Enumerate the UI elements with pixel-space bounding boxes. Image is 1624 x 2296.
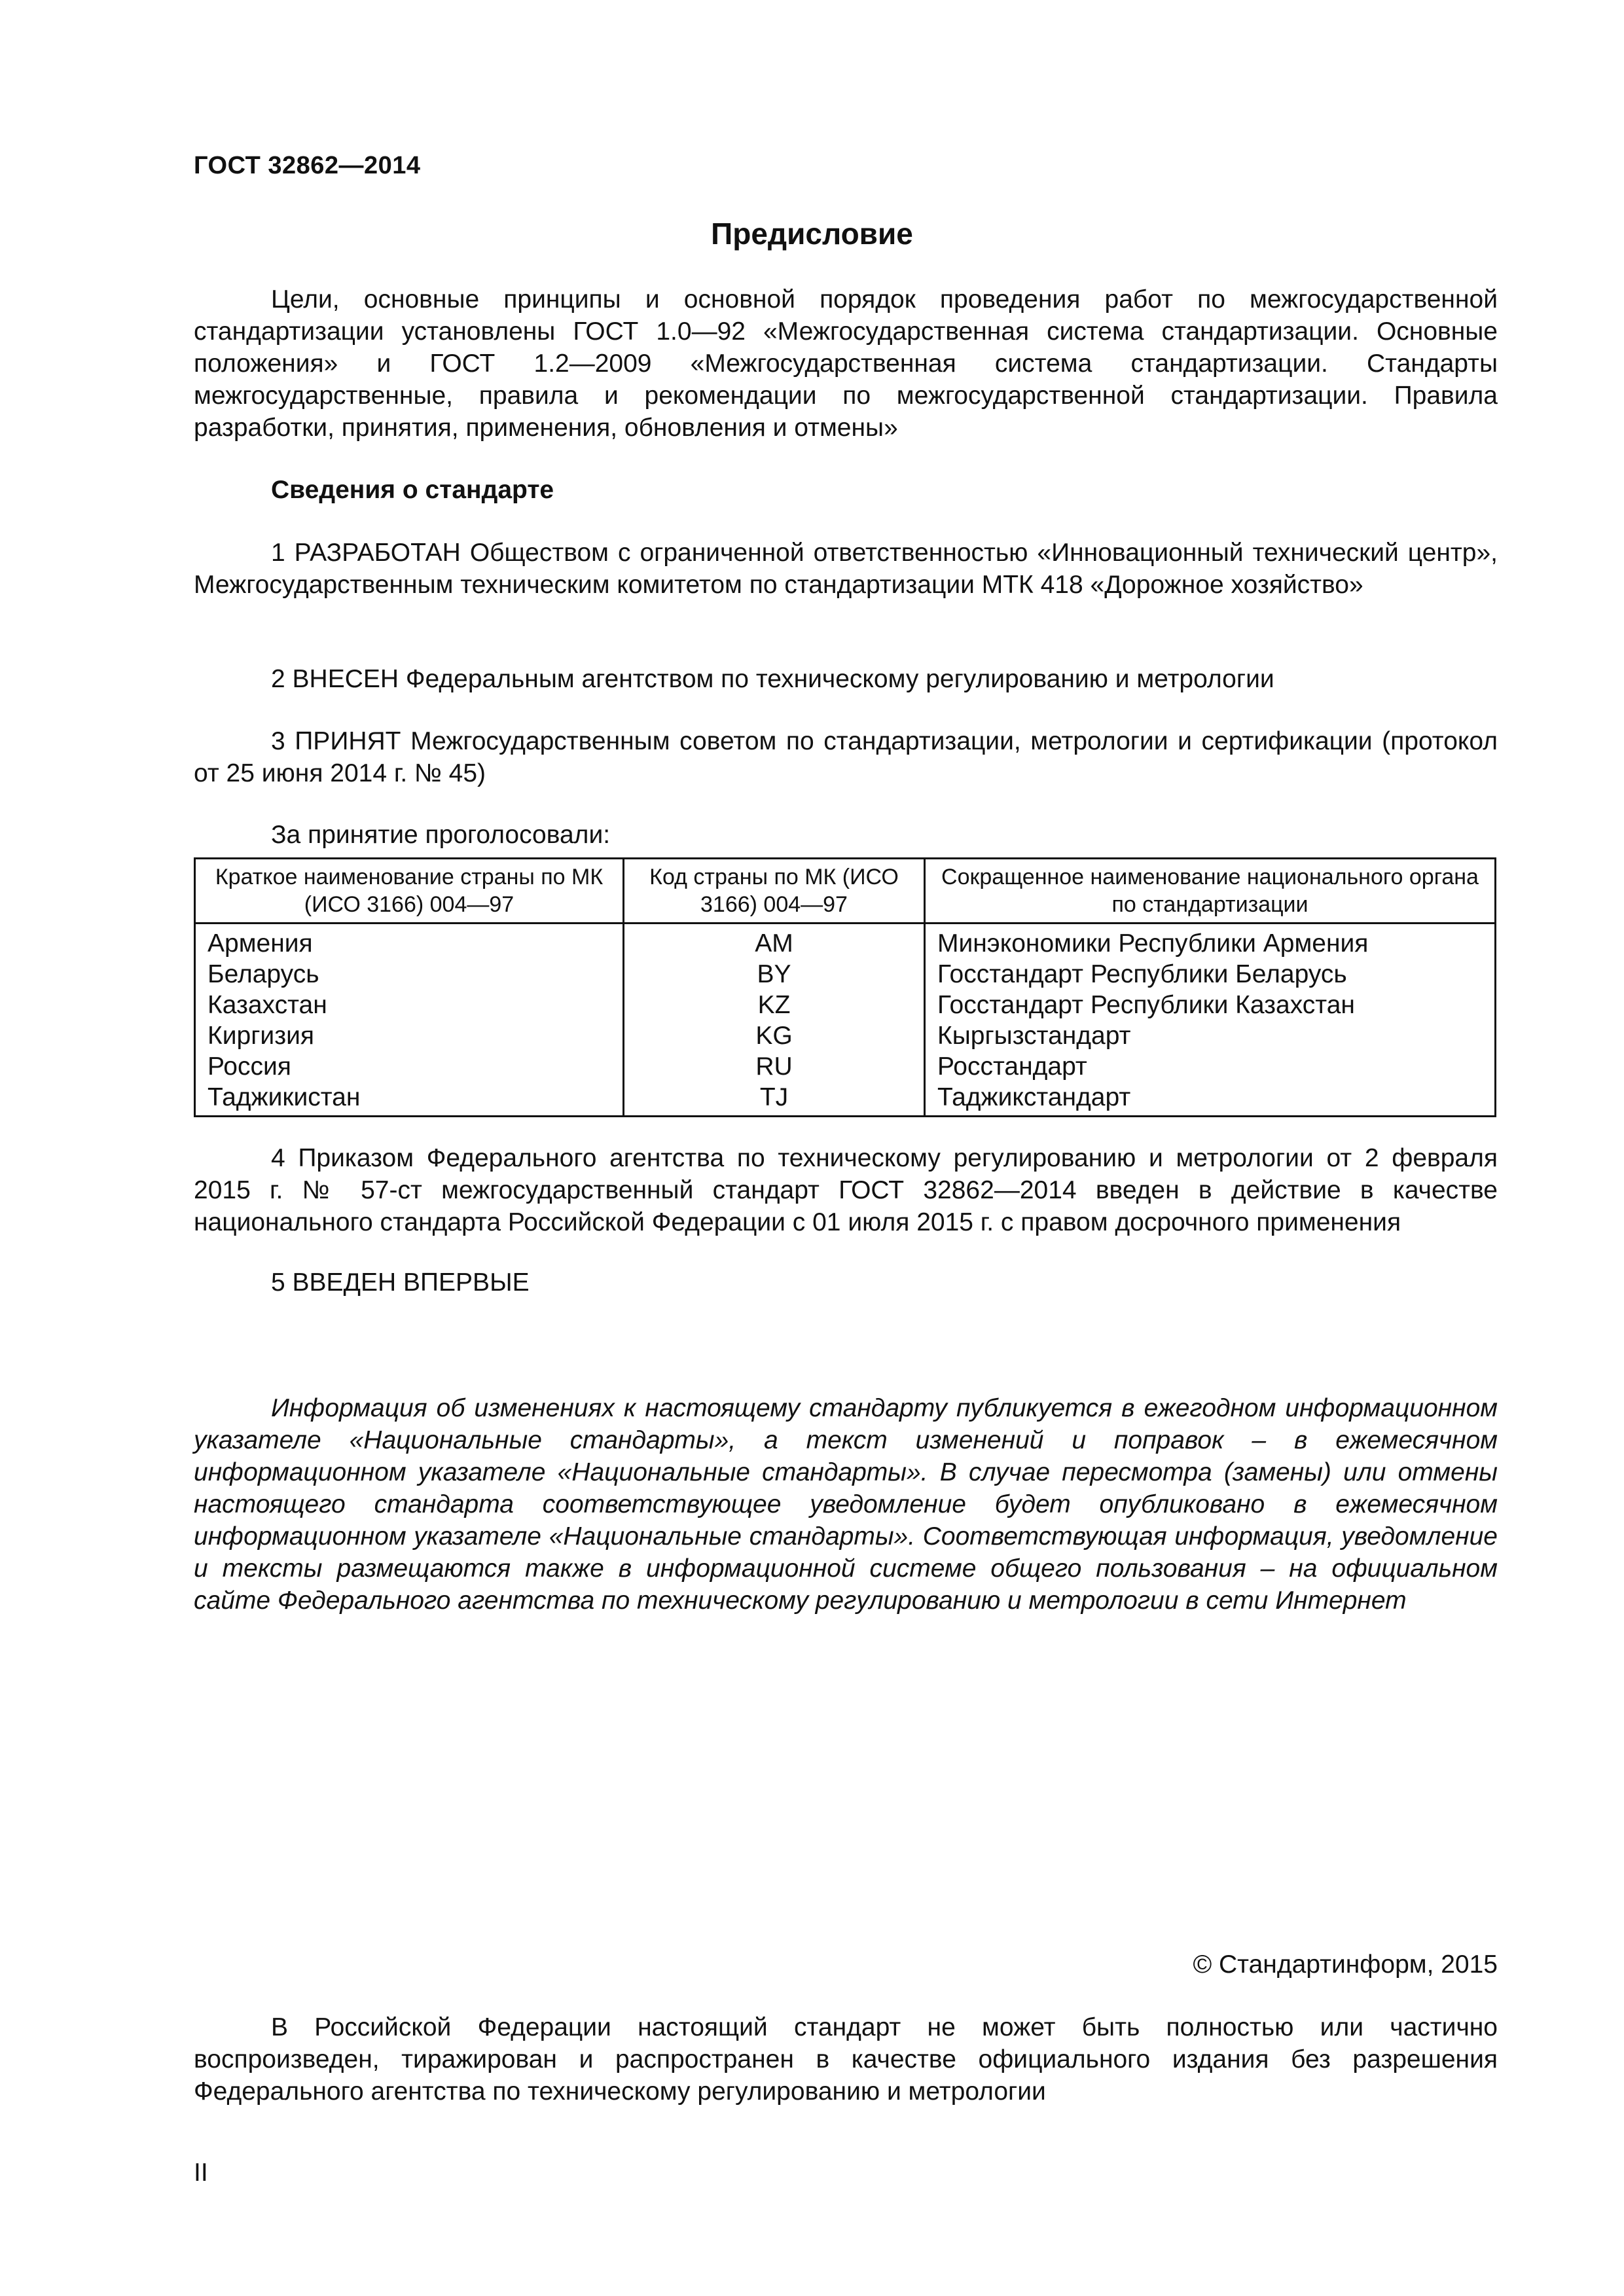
country-code-cell: BY [624,959,925,990]
intro-paragraph-block [194,283,1498,444]
page-title: Предисловие [711,217,913,251]
document-id-header: ГОСТ 32862—2014 [194,152,421,179]
table-row [195,924,1496,960]
item-2-block [194,663,1498,695]
column-header-code: Код страны по МК (ИСО 3166) 004—97 [624,859,925,924]
page-number: II [194,2159,208,2187]
table-row [195,1051,1496,1082]
standards-body-cell: Госстандарт Республики Казахстан [925,990,1496,1020]
vote-label: За принятие проголосовали: [271,821,611,849]
item-1-paragraph: 1 РАЗРАБОТАН Обществом с ограниченной ответственностью «Инновационный технический центр», Межгосударственным техническим комитетом по стандартизации МТК 418 «Дорожное хозяйство» [194,539,1498,599]
standards-body-cell: Минэкономики Республики Армения [925,924,1496,960]
country-code-cell: KZ [624,990,925,1020]
vote-label-block [194,819,1498,851]
country-cell: Россия [195,1051,624,1082]
changes-info-block [194,1392,1498,1617]
country-code-cell: TJ [624,1082,925,1117]
table-row [195,1020,1496,1051]
item-2-paragraph: 2 ВНЕСЕН Федеральным агентством по техническому регулированию и метрологии [271,665,1274,693]
table-row [195,990,1496,1020]
item-5-paragraph: 5 ВВЕДЕН ВПЕРВЫЕ [271,1268,530,1297]
table-header-row [195,859,1496,924]
column-header-standards-body: Сокращенное наименование национального органа по стандартизации [925,859,1496,924]
standards-body-cell: Росстандарт [925,1051,1496,1082]
country-cell: Казахстан [195,990,624,1020]
voting-countries-table [194,857,1496,1117]
item-3-block [194,725,1498,789]
country-code-cell: KG [624,1020,925,1051]
country-code-cell: AM [624,924,925,960]
country-cell: Таджикистан [195,1082,624,1117]
item-1-block [194,537,1498,601]
item-5-block [194,1266,1498,1299]
standards-body-cell: Госстандарт Республики Беларусь [925,959,1496,990]
item-3-paragraph: 3 ПРИНЯТ Межгосударственным советом по стандартизации, метрологии и сертификации (протокол от 25 июня 2014 г. № 45) [194,727,1498,787]
country-code-cell: RU [624,1051,925,1082]
copyright-notice: © Стандартинформ, 2015 [1193,1950,1498,1979]
info-heading-block [194,474,1498,506]
column-header-country: Краткое наименование страны по МК (ИСО 3166) 004—97 [195,859,624,924]
item-4-block [194,1142,1498,1238]
country-cell: Беларусь [195,959,624,990]
country-cell: Киргизия [195,1020,624,1051]
info-heading: Сведения о стандарте [271,476,554,504]
intro-paragraph: Цели, основные принципы и основной порядок проведения работ по межгосударственной стандартизации установлены ГОСТ 1.0—92 «Межгосударственная система стандартизации. Основные положения» и ГОСТ 1.2—2009 «Межгосударственная система стандартизации. Стандарты межгосударственные, правила и рекомендации по межгосударственной стандартизации. Правила разработки, принятия, применения, обновления и отмены» [194,285,1498,442]
table-row [195,959,1496,990]
changes-info-paragraph: Информация об изменениях к настоящему стандарту публикуется в ежегодном информационном указателе «Национальные стандарты», а текст изменений и поправок – в ежемесячном информационном указателе «Национальные стандарты». В случае пересмотра (замены) или отмены настоящего стандарта соответствующее уведомление будет опубликовано в ежемесячном информационном указателе «Национальные стандарты». Соответствующая информация, уведомление и тексты размещаются также в информационной системе общего пользования – на официальном сайте Федерального агентства по техническому регулированию и метрологии в сети Интернет [194,1394,1498,1615]
item-4-paragraph: 4 Приказом Федерального агентства по техническому регулированию и метрологии от 2 февраля 2015 г. № 57-ст межгосударственный стандарт ГОСТ 32862—2014 введен в действие в качестве национального стандарта Российской Федерации с 01 июля 2015 г. с правом досрочного применения [194,1144,1498,1236]
restriction-block [194,2011,1498,2108]
restriction-paragraph: В Российской Федерации настоящий стандарт не может быть полностью или частично воспроизведен, тиражирован и распространен в качестве официального издания без разрешения Федерального агентства по техническому регулированию и метрологии [194,2013,1498,2106]
table-row [195,1082,1496,1117]
standards-body-cell: Кыргызстандарт [925,1020,1496,1051]
country-cell: Армения [195,924,624,960]
standards-body-cell: Таджикстандарт [925,1082,1496,1117]
